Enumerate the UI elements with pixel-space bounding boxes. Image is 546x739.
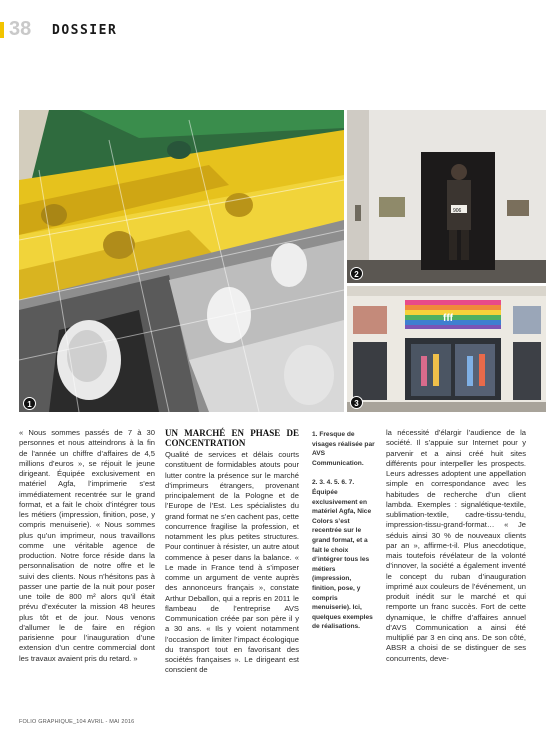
section-title: DOSSIER bbox=[52, 23, 118, 38]
fresco-illustration bbox=[19, 110, 344, 412]
photo-number-badge: 1 bbox=[23, 397, 36, 410]
page-header bbox=[0, 20, 546, 42]
photo-gallery-poster bbox=[347, 110, 546, 283]
poster-bib: 906 bbox=[453, 208, 462, 214]
photo-storefront bbox=[347, 286, 546, 412]
photo-number-badge: 3 bbox=[350, 396, 363, 409]
article-subheading: UN MARCHÉ EN PHASE DE CONCENTRATION bbox=[165, 428, 299, 448]
storefront-illustration bbox=[347, 286, 546, 412]
article-column-2-text: Qualité de services et délais courts constituent de formidables atouts pour lutter contre la présence sur le marché d’imprimeurs étrangers, provenant principalement de la Pologne et de l’Europe de l’Est. Les spécialistes du grand format ne s’en cachent pas, cette concurrence fragilise la profession, et notamment les plus petites structures. Pour continuer à résister, un autre atout commence à peser dans la balance. « Le made in France tend à s’imposer comme un argument de vente auprès des annonceurs français », constate Arthur Deballon, qui a repris en 2011 le flambeau de l’entreprise AVS Communication créée par son père il y a 30 ans. « Ils y voient notamment l’occasion de limiter l’impact écologique du transport tout en favorisant des sociétés françaises ». Le dirigeant est conscient de bbox=[165, 450, 299, 675]
photo-captions bbox=[312, 430, 376, 642]
section-accent-bar bbox=[0, 22, 4, 38]
gallery-illustration bbox=[347, 110, 546, 283]
store-sign: fff bbox=[443, 313, 453, 324]
caption-1: 1. Fresque de visages réalisée par AVS Communication. bbox=[312, 431, 375, 467]
page-footer: FOLIO GRAPHIQUE_104 AVRIL - MAI 2016 bbox=[19, 719, 135, 725]
article-column-1: « Nous sommes passés de 7 à 30 personnes et nous atteindrons à la fin de l’année un chiffre d’affaires de 4,5 millions d’euros », se réjouit le jeune dirigeant. Équipée exclusivement en matériel Agfa, l’imprimerie s’est immédiatement recentrée sur le grand format, et a fait le choix d’intégrer tous les métiers (impression, finition, pose, y compris menuiserie). « Nous sommes plus qu’un imprimeur, nous travaillons comme une véritable agence de production. Notre force réside dans la personnalisation de notre offre et le suivi des clients. Nous n’hésitons pas à passer une partie de la nuit pour poser une toile de 800 m² alors qu’il était prévu d’exécuter la mission 48 heures plus tôt et de jour. Nous venons d’allumer le de faire en région parisienne pour l’inauguration d’une extension d’un centre commercial dont les travaux avaient pris du retard. » bbox=[19, 428, 155, 663]
page-number: 38 bbox=[9, 18, 32, 40]
article-column-4: la nécessité d’élargir l’audience de la société. Il s’appuie sur Internet pour y parvenir et a ainsi créé huit sites différents pour interpeller les prospects. Leurs adresses adoptent une appellation simple en correspondance avec les habitudes de recherche d’un client lambda. Exemples : signalétique-textile, sublimation-textile, cadre-tissu-tendu, impression-tissu-grand-format… « Je séduis ainsi 30 % de nouveaux clients par an », affirme-t-il. Plus anecdotique, mais toutefois révélateur de la volonté d’innover, la société a également inventé le concept du ruban d’inauguration imprimé aux couleurs de l’événement, un produit inédit sur le marché et qui remporte un franc succès. Fort de cette dynamique, le chiffre d’affaires annuel d’AVS Communication a ainsi été multiplié par 3 en cinq ans. De son côté, ABSR a choisi de se distinguer de ses concurrents, deve- bbox=[386, 428, 526, 663]
photo-fresco-collage bbox=[19, 110, 344, 412]
article-column-2 bbox=[165, 428, 299, 676]
caption-2: 2. 3. 4. 5. 6. 7. Équipée exclusivement en matériel Agfa, Nice Colors s’est recentrée sur le grand format, et a fait le choix d’intégrer tous les métiers (impression, finition, pose, y compris menuiserie). Ici, quelques exemples de réalisations. bbox=[312, 479, 373, 631]
photo-number-badge: 2 bbox=[350, 267, 363, 280]
